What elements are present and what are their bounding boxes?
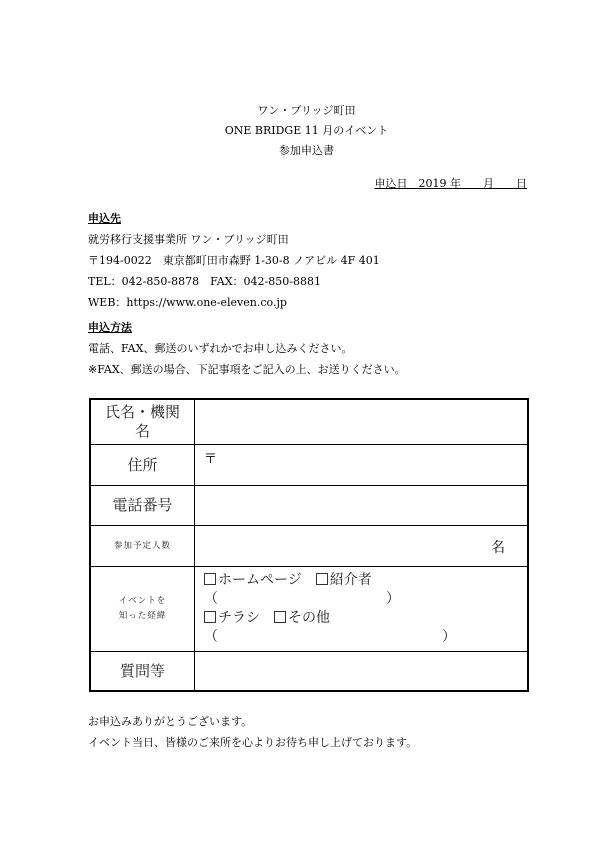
recipient-tel-fax: TEL：042-850-8878 FAX：042-850-8881 xyxy=(88,275,321,288)
source-label xyxy=(90,567,195,652)
address-row xyxy=(90,445,528,486)
recipient-web: WEB：https://www.one-eleven.co.jp xyxy=(88,296,287,309)
source-label-line-1: イベントを xyxy=(118,596,167,606)
postal-mark: 〒 xyxy=(204,452,218,467)
source-options xyxy=(195,567,529,652)
other-option-label: その他 xyxy=(288,610,330,626)
referrer-checkbox[interactable] xyxy=(316,573,328,585)
method-heading: 申込方法 xyxy=(88,321,132,334)
questions-row xyxy=(90,652,528,692)
document-title: 参加申込書 xyxy=(279,144,334,157)
phone-field[interactable] xyxy=(195,486,529,526)
phone-label: 電話番号 xyxy=(90,486,195,526)
event-name: ONE BRIDGE 11 月のイベント xyxy=(224,124,389,137)
address-field[interactable] xyxy=(195,445,529,486)
name-label xyxy=(90,399,195,445)
attendees-field[interactable] xyxy=(195,526,529,567)
source-line-1 xyxy=(204,571,527,590)
homepage-option-label: ホームページ xyxy=(218,572,302,588)
recipient-heading: 申込先 xyxy=(88,212,121,225)
recipient-office: 就労移行支援事業所 ワン・ブリッジ町田 xyxy=(88,233,289,246)
method-section xyxy=(88,317,406,380)
source-label-line-2: 知った経緯 xyxy=(118,611,167,621)
referrer-detail-field[interactable]: （ ） xyxy=(204,591,400,607)
recipient-address: 〒194-0022 東京都町田市森野 1-30-8 ノアビル 4F 401 xyxy=(88,254,380,267)
closing-line-2: イベント当日、皆様のご来所を心よりお待ち申し上げております。 xyxy=(88,736,418,749)
phone-row xyxy=(90,486,528,526)
questions-field[interactable] xyxy=(195,652,529,692)
application-form-table xyxy=(89,398,529,692)
referrer-option-label: 紹介者 xyxy=(329,572,372,588)
attendees-row xyxy=(90,526,528,567)
flyer-checkbox[interactable] xyxy=(204,611,216,623)
closing-line-1: お申込みありがとうございます。 xyxy=(88,715,253,728)
recipient-section xyxy=(88,208,380,313)
name-field[interactable] xyxy=(195,399,529,445)
name-label-line-1: 氏名・機関 xyxy=(104,403,180,421)
method-line-2: ※FAX、郵送の場合、下記事項をご記入の上、お送りください。 xyxy=(88,363,406,376)
org-name: ワン・ブリッジ町田 xyxy=(257,104,356,117)
other-detail-field[interactable]: （ ） xyxy=(204,629,456,645)
homepage-checkbox[interactable] xyxy=(204,573,216,585)
method-line-1: 電話、FAX、郵送のいずれかでお申し込みください。 xyxy=(88,342,353,355)
questions-label: 質問等 xyxy=(90,652,195,692)
closing-message xyxy=(88,711,417,753)
application-date: 申込日 2019 年 月 日 xyxy=(374,177,527,190)
other-checkbox[interactable] xyxy=(274,611,286,623)
source-line-2 xyxy=(204,609,527,628)
flyer-option-label: チラシ xyxy=(218,610,260,626)
name-row xyxy=(90,399,528,445)
source-row xyxy=(90,567,528,652)
address-label: 住所 xyxy=(90,445,195,486)
name-label-line-2: 名 xyxy=(134,422,150,440)
attendees-unit: 名 xyxy=(491,540,505,556)
title-block xyxy=(0,101,613,161)
attendees-label: 参加予定人数 xyxy=(90,526,195,567)
